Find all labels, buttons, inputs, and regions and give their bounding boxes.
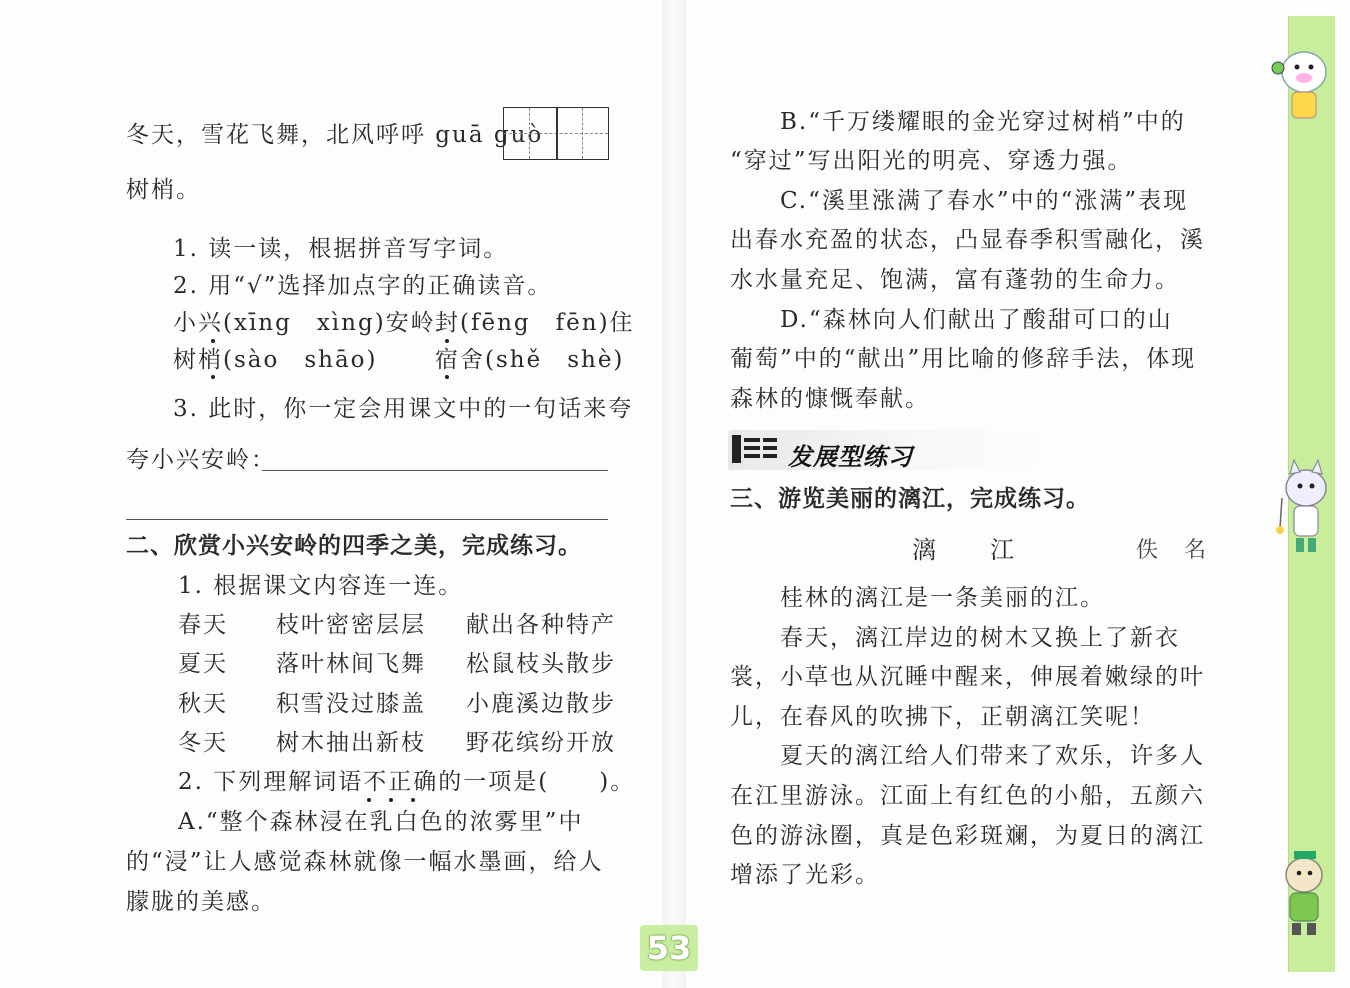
option-a-line-3: 朦胧的美感。 [126,889,276,915]
option-a-line-1: A.“整个森林浸在乳白色的浓雾里”中 [178,809,584,835]
match-event[interactable]: 野花缤纷开放 [466,730,616,756]
passage-line: 色的游泳圈，真是色彩斑斓，为夏日的漓江 [730,823,1205,849]
pig-mascot-icon [1266,42,1336,122]
option-c-line-3: 水水量充足、饱满，富有蓬勃的生命力。 [730,267,1180,293]
pronunciation-option-feng[interactable]: 封(fēng fēn)住 [435,310,635,336]
pronunciation-option-she[interactable]: 宿舍(shě shè) [435,347,625,373]
match-event[interactable]: 松鼠枝头散步 [466,651,616,677]
answer-line[interactable] [262,470,608,471]
book-icon [730,432,780,466]
page-number: 53 [640,925,698,971]
section-2-question-2: 2. 下列理解词语不正确的一项是( )。 [178,769,636,795]
emphasis-dot [445,339,449,343]
emphasis-dot [411,798,415,802]
pronunciation-option-shao[interactable]: 树梢(sào shāo) [173,347,378,373]
passage-title: 漓 江 [912,536,1016,564]
match-event[interactable]: 献出各种特产 [466,612,616,638]
section-badge-title: 发展型练习 [788,443,913,471]
match-scene[interactable]: 落叶林间飞舞 [276,651,426,677]
question-2: 2. 用“√”选择加点字的正确读音。 [173,273,553,299]
option-d-line-2: 葡萄”中的“献出”用比喻的修辞手法，体现 [730,346,1197,372]
option-c-line-1: C.“溪里涨满了春水”中的“涨满”表现 [780,188,1189,214]
passage-line: 在江里游泳。江面上有红色的小船，五颜六 [730,783,1205,809]
dog-mascot-icon [1272,845,1334,940]
passage-line: 桂林的漓江是一条美丽的江。 [780,585,1105,611]
passage-line: 春天，漓江岸边的树木又换上了新衣 [780,625,1180,651]
option-a-line-2: 的“浸”让人感觉森林就像一幅水墨画，给人 [126,849,604,875]
section-2-heading: 二、欣赏小兴安岭的四季之美，完成练习。 [126,533,582,559]
pinyin-sentence-end: 树梢。 [126,177,201,203]
section-3-heading: 三、游览美丽的漓江，完成练习。 [730,486,1090,512]
question-3: 3. 此时，你一定会用课文中的一句话来夸 [173,396,634,422]
passage-line: 儿，在春风的吹拂下，正朝漓江笑呢！ [730,704,1155,730]
option-c-line-2: 出春水充盈的状态，凸显春季积雪融化，溪 [730,227,1205,253]
match-season[interactable]: 夏天 [178,651,228,677]
cat-mascot-icon [1270,458,1336,558]
option-d-line-3: 森林的慷慨奉献。 [730,386,930,412]
page-gutter [662,0,686,988]
match-season[interactable]: 春天 [178,612,228,638]
option-d-line-1: D.“森林向人们献出了酸甜可口的山 [780,307,1173,333]
emphasis-dot [211,375,215,379]
question-3-prompt: 夸小兴安岭： [126,447,276,473]
question-1: 1. 读一读，根据拼音写字词。 [173,236,509,262]
emphasis-dot [211,339,215,343]
section-2-question-1: 1. 根据课文内容连一连。 [178,573,464,599]
match-scene[interactable]: 树木抽出新枝 [276,730,426,756]
option-b-line-1: B.“千万缕耀眼的金光穿过树梢”中的 [780,109,1186,135]
emphasis-dot [367,798,371,802]
passage-line: 增添了光彩。 [730,862,880,888]
writing-grid-box[interactable] [503,107,609,160]
match-scene[interactable]: 枝叶密密层层 [276,612,426,638]
option-b-line-2: “穿过”写出阳光的明亮、穿透力强。 [730,148,1133,174]
match-scene[interactable]: 积雪没过膝盖 [276,691,426,717]
passage-line: 裳，小草也从沉睡中醒来，伸展着嫩绿的叶 [730,664,1205,690]
match-season[interactable]: 冬天 [178,730,228,756]
passage-author: 佚 名 [1136,538,1209,563]
match-season[interactable]: 秋天 [178,691,228,717]
match-event[interactable]: 小鹿溪边散步 [466,691,616,717]
passage-line: 夏天的漓江给人们带来了欢乐，许多人 [780,743,1205,769]
answer-line[interactable] [126,519,608,520]
emphasis-dot [445,375,449,379]
pinyin-sentence: 冬天，雪花飞舞，北风呼呼 guā guò [126,122,544,148]
pronunciation-option-xing[interactable]: 小兴(xīng xìng)安岭 [173,310,436,336]
emphasis-dot [389,798,393,802]
